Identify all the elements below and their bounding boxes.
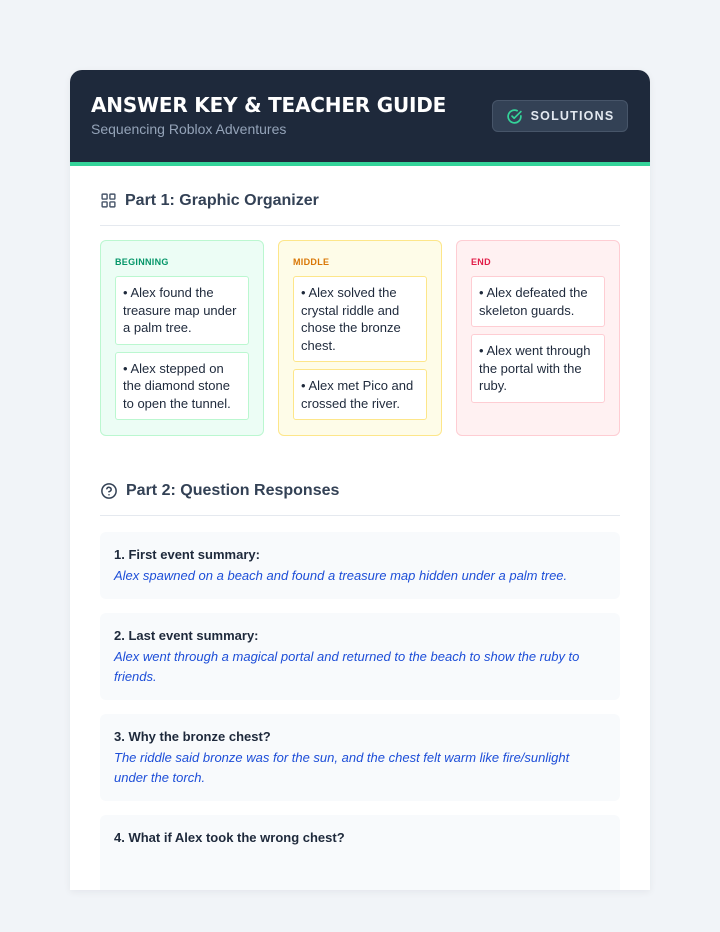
column-label: MIDDLE <box>293 257 330 267</box>
question-text: 4. What if Alex took the wrong chest? <box>114 829 345 845</box>
event-box: • Alex found the treasure map under a palm tree. <box>115 276 249 345</box>
event-box: • Alex met Pico and crossed the river. <box>293 369 427 420</box>
header <box>70 70 650 166</box>
question-item <box>100 714 620 801</box>
question-text: 2. Last event summary: <box>114 627 259 643</box>
answer-text: Alex spawned on a beach and found a treasure map hidden under a palm tree. <box>114 568 568 583</box>
part2-title: Part 2: Question Responses <box>126 481 340 499</box>
event-box: • Alex defeated the skeleton guards. <box>471 276 605 327</box>
question-text: 3. Why the bronze chest? <box>114 728 271 744</box>
part1-title: Part 1: Graphic Organizer <box>125 191 319 209</box>
column-label: END <box>471 257 491 267</box>
badge-label: SOLUTIONS <box>530 109 615 123</box>
part2-header <box>100 456 620 516</box>
event-box: • Alex solved the crystal riddle and chose the bronze chest. <box>293 276 427 362</box>
part1-header <box>100 166 620 226</box>
solutions-badge <box>492 100 628 132</box>
event-box: • Alex stepped on the diamond stone to open the tunnel. <box>115 352 249 421</box>
question-text: 1. First event summary: <box>114 547 260 562</box>
grid-icon <box>100 192 117 209</box>
help-circle-icon <box>100 482 118 500</box>
content <box>70 166 650 890</box>
column-label: BEGINNING <box>115 257 169 267</box>
check-circle-icon <box>506 108 523 125</box>
column-beginning <box>100 240 264 436</box>
answer-text: The riddle said bronze was for the sun, and the chest felt warm like fire/sunlight under the torch. <box>114 749 570 785</box>
column-end <box>456 240 620 436</box>
answer-key-card <box>70 70 650 890</box>
column-middle <box>278 240 442 436</box>
event-box: • Alex went through the portal with the ruby. <box>471 334 605 403</box>
question-item <box>100 815 620 891</box>
graphic-organizer <box>100 240 620 436</box>
page-title: ANSWER KEY & TEACHER GUIDE <box>91 93 447 117</box>
question-item <box>100 613 620 700</box>
question-item <box>100 532 620 599</box>
page-subtitle: Sequencing Roblox Adventures <box>91 121 287 137</box>
answer-text: Alex went through a magical portal and returned to the beach to show the ruby to friends. <box>114 648 580 684</box>
